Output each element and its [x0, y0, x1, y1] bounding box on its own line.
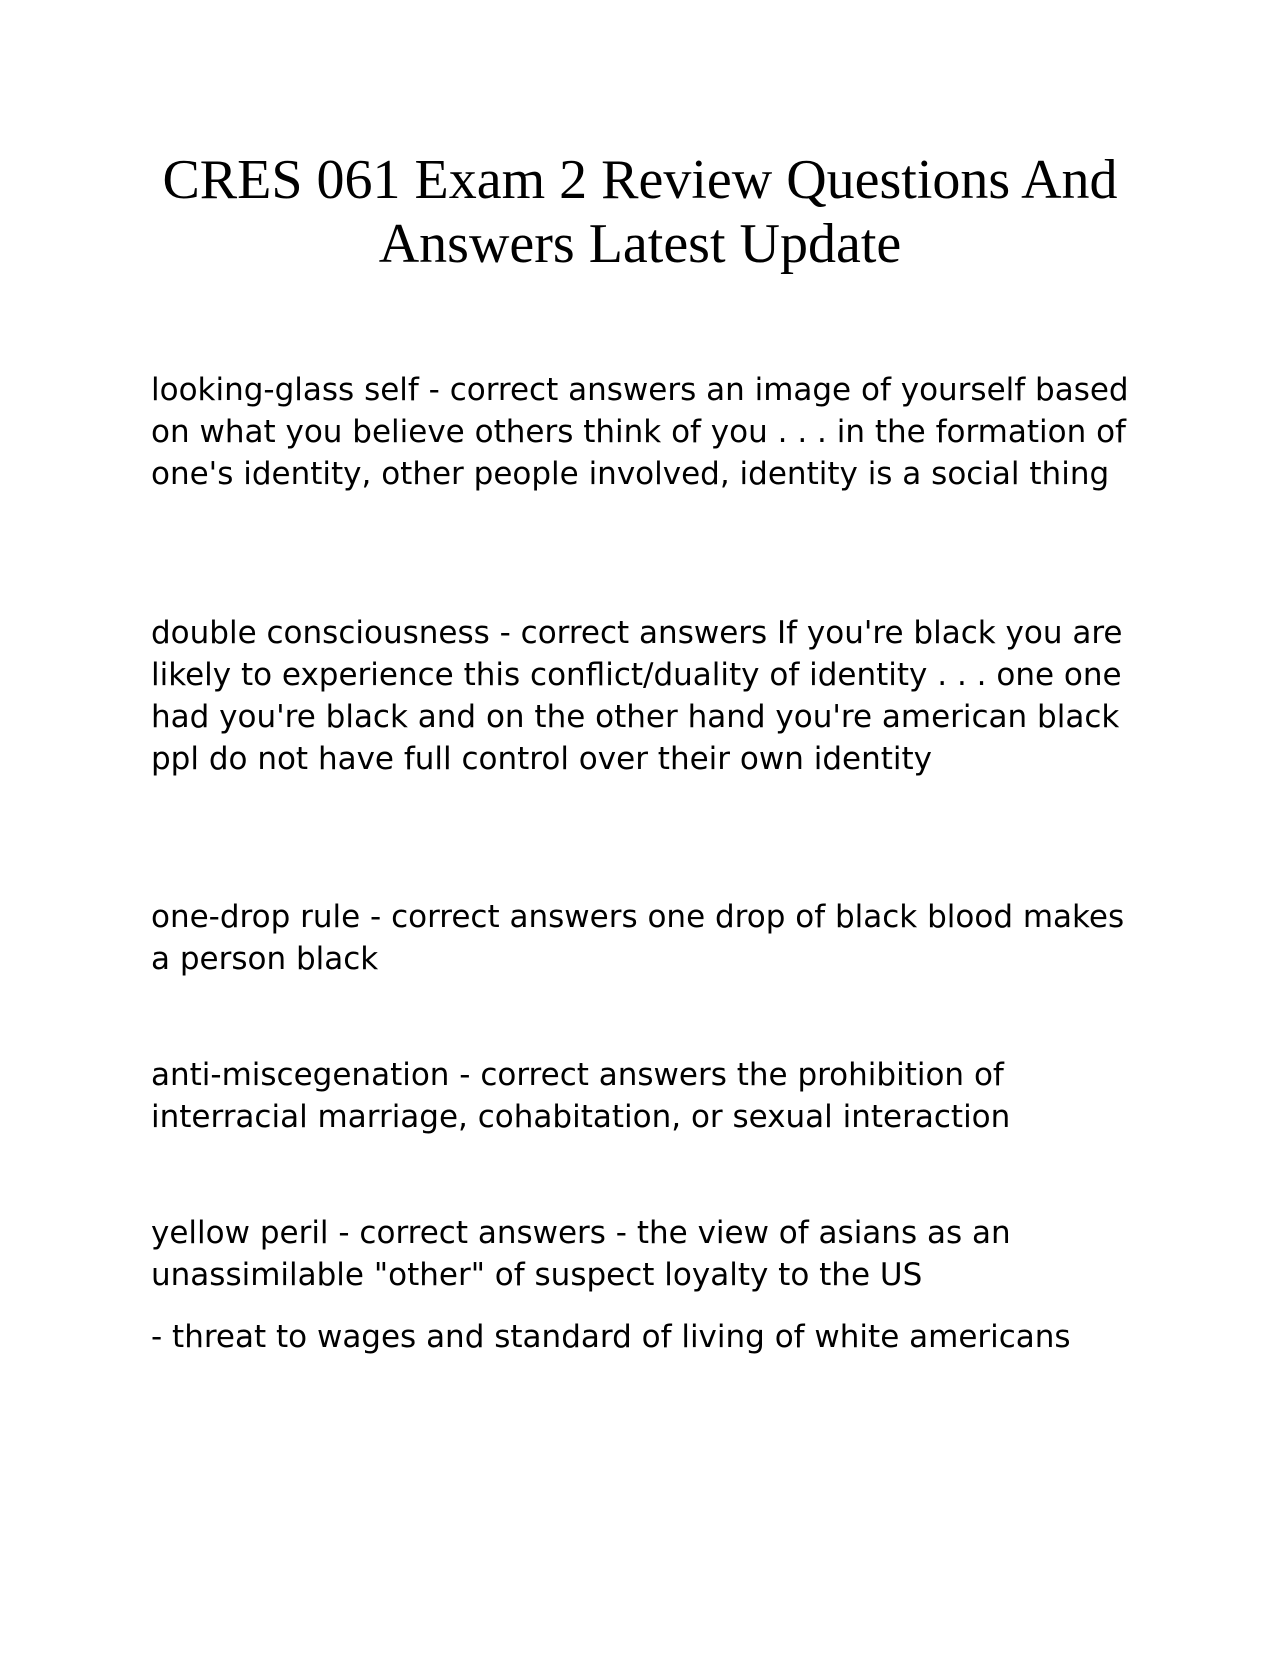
entry-one-drop-rule: one-drop rule - correct answers one drop of black blood makes a person black [151, 899, 1125, 977]
entry-yellow-peril: yellow peril - correct answers - the view of asians as an unassimilable "other" of suspect loyalty to the US [151, 1215, 1011, 1293]
entry-looking-glass-self: looking-glass self - correct answers an image of yourself based on what you believe others think of you . . . in the formation of one's identity, other people involved, identity is a social thing [151, 372, 1129, 492]
document-title: CRES 061 Exam 2 Review Questions And Answers Latest Update [162, 149, 1118, 275]
entry-anti-miscegenation: anti-miscegenation - correct answers the prohibition of interracial marriage, cohabitation, or sexual interaction [151, 1057, 1011, 1135]
entry-yellow-peril-continued: - threat to wages and standard of living of white americans [151, 1319, 1071, 1355]
entry-double-consciousness: double consciousness - correct answers If you're black you are likely to experience this conflict/duality of identity . . . one one had you're black and on the other hand you're american black ppl do not have full control over their own identity [151, 615, 1123, 777]
